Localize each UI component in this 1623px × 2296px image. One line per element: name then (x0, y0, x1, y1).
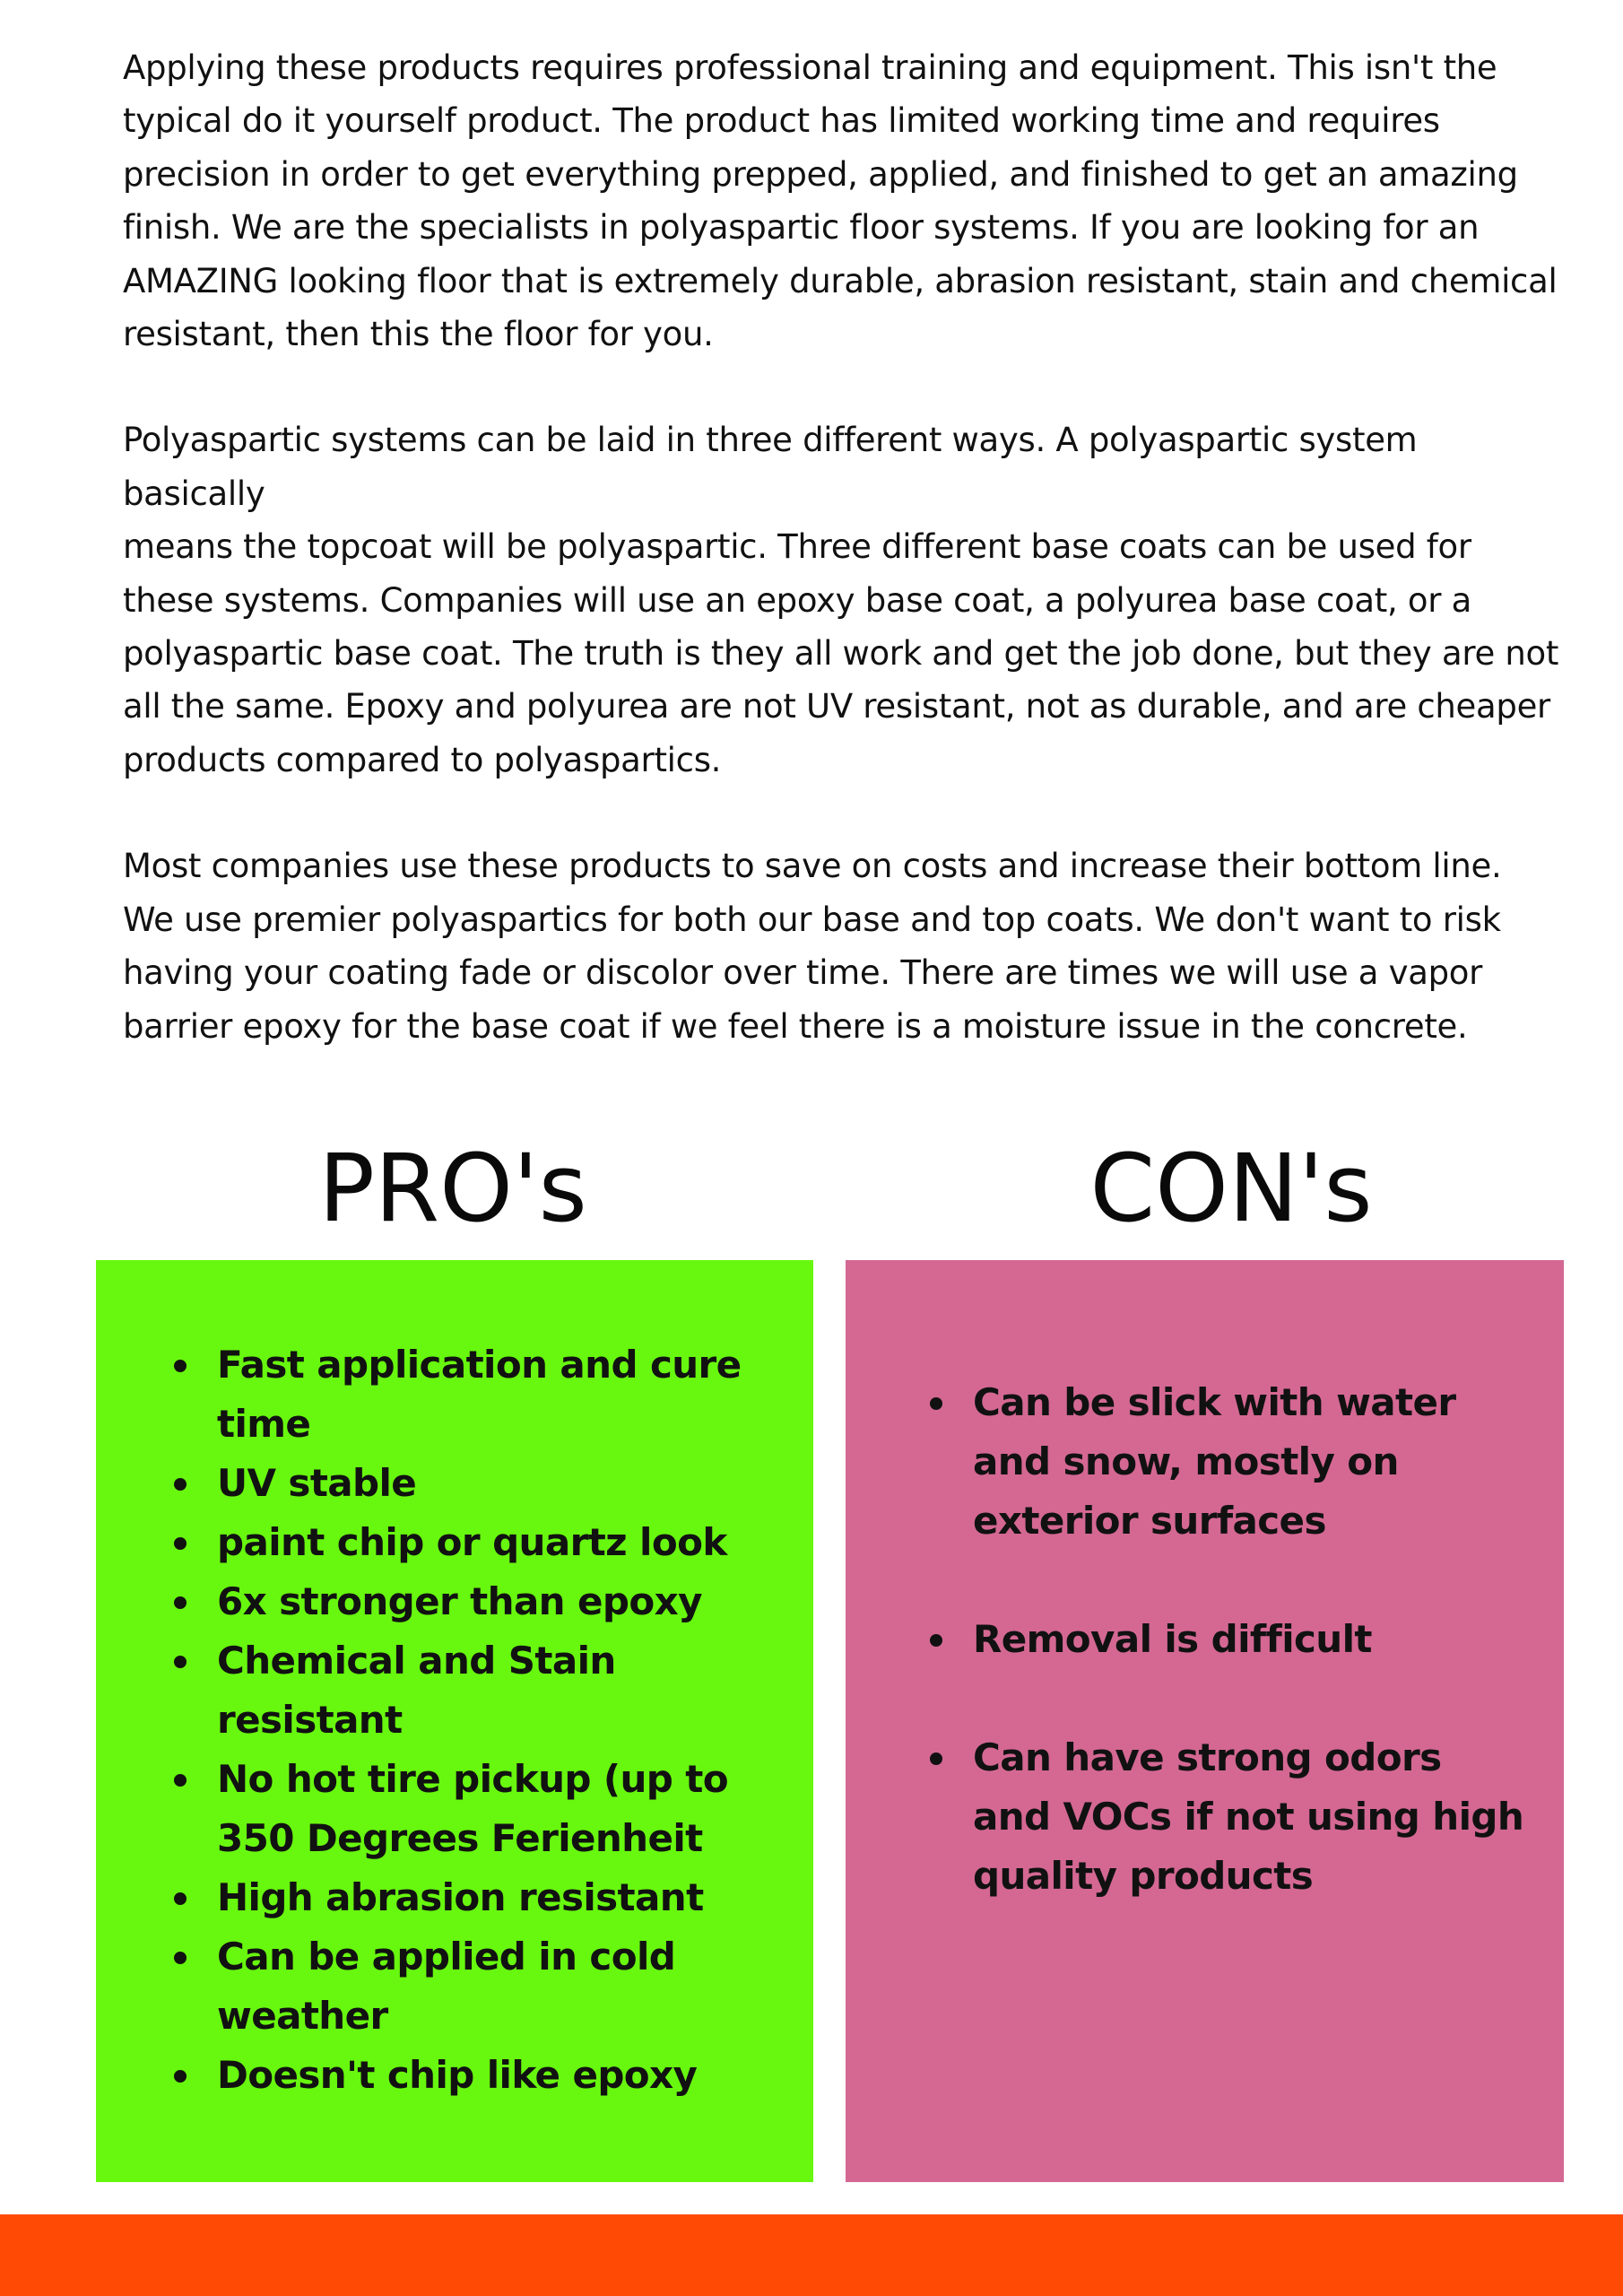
cons-list (973, 1373, 1528, 1906)
bullet-icon (930, 1634, 942, 1647)
bullet-icon (174, 1656, 187, 1668)
pros-list (217, 1335, 777, 2105)
bullet-icon (174, 1892, 187, 1905)
bullet-icon (174, 1952, 187, 1964)
pros-item (217, 1335, 777, 1454)
pros-panel (96, 1260, 813, 2182)
intro-text (123, 41, 1567, 1106)
pros-item (217, 1631, 777, 1750)
pros-item-text: Fast application and cure time (217, 1343, 742, 1446)
pros-item-text: UV stable (217, 1461, 417, 1505)
pros-item (217, 1572, 777, 1631)
pros-item-text: Can be applied in cold weather (217, 1935, 676, 2038)
pros-item (217, 1927, 777, 2046)
pros-item-text: Doesn't chip like epoxy (217, 2053, 698, 2097)
pros-item-text: Chemical and Stain resistant (217, 1639, 616, 1742)
pros-item-text: No hot tire pickup (up to 350 Degrees Ferienheit (217, 1757, 728, 1860)
cons-item (973, 1610, 1528, 1669)
cons-item-text: Removal is difficult (973, 1617, 1372, 1661)
cons-panel (846, 1260, 1564, 2182)
pros-item (217, 2046, 777, 2105)
paragraph-application: Applying these products requires professional training and equipment. This isn't the typical do it yourself product. The product has limited working time and requires precision in order to get everything prepped, applied, and finished to get an amazing finish. We are the specialists in polyaspartic floor systems. If you are looking for an AMAZING looking floor that is extremely durable, abrasion resistant, stain and chemical resistant, then this the floor for you. (123, 48, 1558, 354)
bullet-icon (930, 1752, 942, 1765)
pros-item-text: paint chip or quartz look (217, 1520, 727, 1564)
cons-item-text: Can be slick with water and snow, mostly on exterior surfaces (973, 1380, 1456, 1543)
pros-item (217, 1750, 777, 1868)
bullet-icon (174, 1537, 187, 1550)
cons-item (973, 1373, 1528, 1551)
pros-item (217, 1513, 777, 1572)
pros-item (217, 1454, 777, 1513)
cons-heading: CON's (1089, 1134, 1373, 1243)
bullet-icon (174, 1774, 187, 1787)
bullet-icon (174, 2070, 187, 2083)
paragraph-companies: Most companies use these products to save on costs and increase their bottom line. We use premier polyaspartics for both our base and top coats. We don't want to risk having your coating fade or discolor over time. There are times we will use a vapor barrier epoxy for the base coat if we feel there is a moisture issue in the concrete. (123, 847, 1502, 1046)
cons-item (973, 1728, 1528, 1906)
pros-item-text: 6x stronger than epoxy (217, 1579, 702, 1623)
pros-heading: PRO's (318, 1134, 587, 1243)
paragraph-systems: Polyaspartic systems can be laid in three different ways. A polyaspartic system basically means the topcoat will be polyaspartic. Three different base coats can be used for these systems. Companies will use an epoxy base coat, a polyurea base coat, or a polyaspartic base coat. The truth is they all work and get the job done, but they are not all the same. Epoxy and polyurea are not UV resistant, not as durable, and are cheaper products compared to polyaspartics. (123, 421, 1559, 779)
pros-item-text: High abrasion resistant (217, 1875, 704, 1919)
cons-item-text: Can have strong odors and VOCs if not using high quality products (973, 1735, 1524, 1898)
bullet-icon (930, 1397, 942, 1410)
bullet-icon (174, 1360, 187, 1372)
bullet-icon (174, 1478, 187, 1491)
bullet-icon (174, 1596, 187, 1609)
footer-band (0, 2214, 1623, 2296)
pros-item (217, 1868, 777, 1927)
